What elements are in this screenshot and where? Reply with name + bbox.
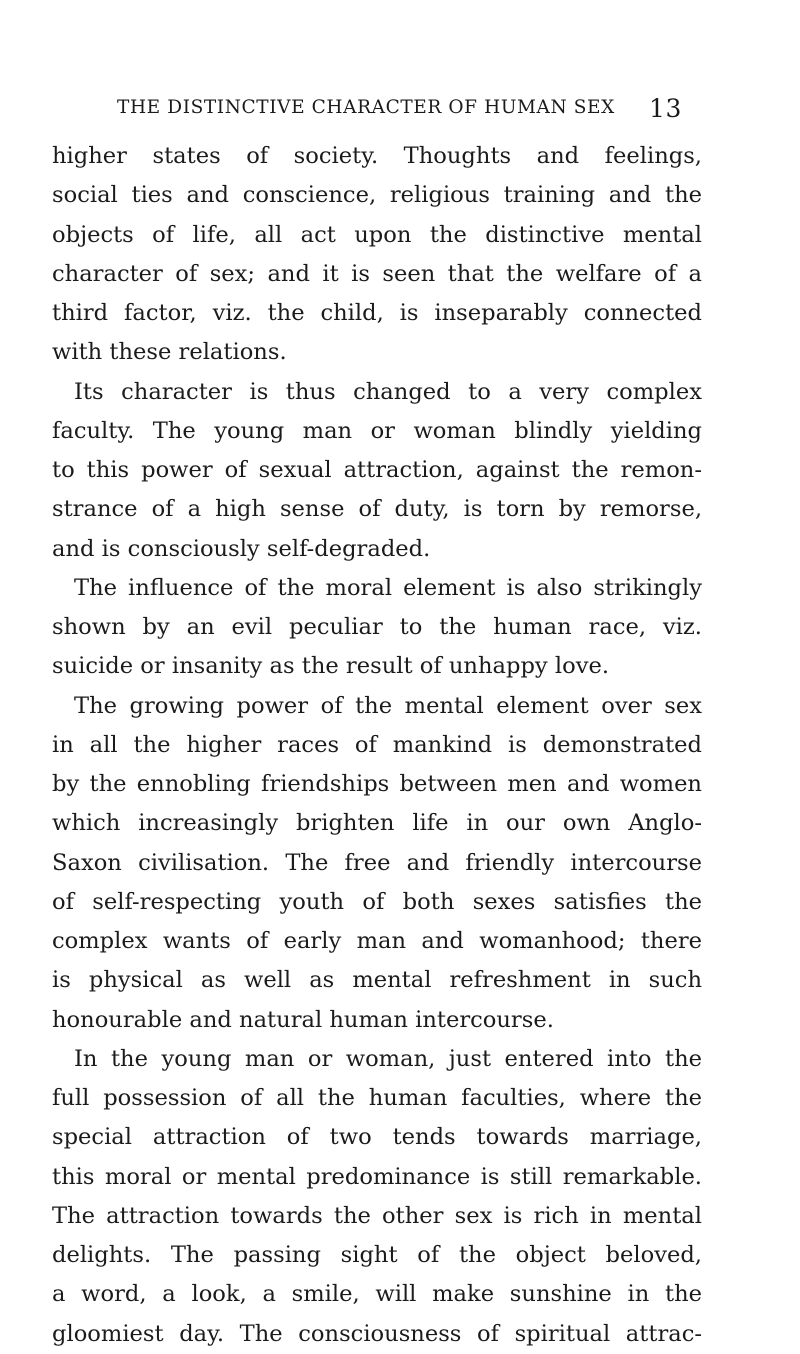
text-line: delights. The passing sight of the object beloved, xyxy=(52,1242,702,1268)
body-text xyxy=(52,137,702,1354)
text-line: higher states of society. Thoughts and feelings, xyxy=(52,143,702,169)
running-head-title: THE DISTINCTIVE CHARACTER OF HUMAN SEX xyxy=(117,97,615,118)
paragraph xyxy=(52,1040,702,1354)
text-line: special attraction of two tends towards marriage, xyxy=(52,1124,702,1151)
text-line: by the ennobling friendships between men and women xyxy=(52,771,702,797)
text-line: objects of life, all act upon the distinctive mental xyxy=(52,221,702,248)
text-line: and is consciously self-degraded. xyxy=(52,535,431,562)
text-line: The influence of the moral element is also strikingly xyxy=(74,574,702,601)
text-line: The attraction towards the other sex is rich in mental xyxy=(52,1202,702,1229)
text-line: shown by an evil peculiar to the human race, viz. xyxy=(52,614,702,640)
text-line: The growing power of the mental element over sex xyxy=(74,692,702,719)
text-line: Saxon civilisation. The free and friendly intercourse xyxy=(52,849,702,876)
text-line: with these relations. xyxy=(52,339,287,366)
text-line: honourable and natural human intercourse. xyxy=(52,1006,554,1033)
text-line: Its character is thus changed to a very complex xyxy=(74,378,702,405)
text-line: which increasingly brighten life in our own Anglo- xyxy=(52,810,702,837)
text-line: to this power of sexual attraction, against the remon- xyxy=(52,457,702,483)
paragraph xyxy=(52,373,702,569)
paragraph xyxy=(52,569,702,687)
running-head xyxy=(117,94,682,137)
text-line: character of sex; and it is seen that the welfare of a xyxy=(52,260,702,287)
text-line: full possession of all the human faculties, where the xyxy=(52,1085,702,1111)
text-line: faculty. The young man or woman blindly yielding xyxy=(52,417,702,444)
page-number: 13 xyxy=(648,94,682,123)
paragraph xyxy=(52,137,702,373)
text-line: of self-respecting youth of both sexes satisfies the xyxy=(52,888,702,915)
text-line: third factor, viz. the child, is inseparably connected xyxy=(52,300,702,326)
text-line: social ties and conscience, religious training and the xyxy=(52,182,702,209)
text-line: in all the higher races of mankind is demonstrated xyxy=(52,731,702,758)
text-line: a word, a look, a smile, will make sunshine in the xyxy=(52,1281,702,1308)
text-line: complex wants of early man and womanhood; there xyxy=(52,928,702,954)
text-line: strance of a high sense of duty, is torn by remorse, xyxy=(52,496,702,523)
text-line: gloomiest day. The consciousness of spiritual attrac- xyxy=(52,1320,702,1347)
text-line: this moral or mental predominance is still remarkable. xyxy=(52,1163,702,1190)
text-line: suicide or insanity as the result of unhappy love. xyxy=(52,653,610,680)
paragraph xyxy=(52,687,702,1040)
text-line: In the young man or woman, just entered into the xyxy=(74,1045,702,1072)
text-line: is physical as well as mental refreshment in such xyxy=(52,967,702,994)
